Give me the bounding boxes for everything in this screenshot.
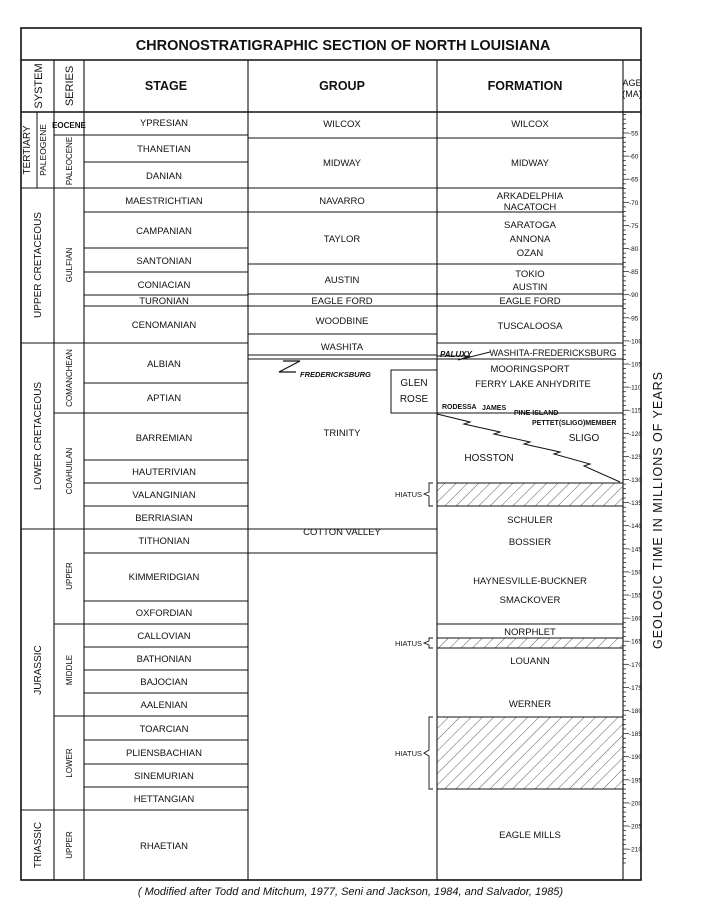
age-tick-label: -175 bbox=[629, 684, 643, 692]
age-axis-label: GEOLOGIC TIME IN MILLIONS OF YEARS bbox=[651, 370, 665, 650]
stage-label: OXFORDIAN bbox=[135, 608, 193, 619]
group-labels bbox=[303, 119, 381, 538]
formation-label: BOSSIER bbox=[508, 537, 552, 548]
system-paleogene: PALEOGENE bbox=[38, 124, 48, 176]
age-tick-label: -85 bbox=[629, 269, 639, 277]
formation-labels-lower bbox=[473, 515, 587, 841]
series-jurassic-upper: UPPER bbox=[65, 562, 74, 590]
fredericksburg-fault-mark bbox=[279, 361, 300, 372]
age-tick-label: -205 bbox=[629, 823, 643, 831]
age-tick-label: -105 bbox=[629, 361, 643, 369]
age-tick-label: -120 bbox=[629, 430, 643, 438]
age-tick-label: -135 bbox=[629, 500, 643, 508]
age-tick-label: -210 bbox=[629, 846, 643, 854]
formation-pine-island: PINE ISLAND bbox=[514, 410, 559, 417]
subgroup-glen: GLEN bbox=[400, 378, 428, 389]
age-tick-label: -125 bbox=[629, 453, 643, 461]
stage-label: CONIACIAN bbox=[137, 280, 191, 291]
series-comanchean: COMANCHEAN bbox=[65, 349, 74, 407]
age-tick-label: -90 bbox=[629, 292, 639, 300]
stage-label: DANIAN bbox=[146, 171, 182, 182]
group-label: COTTON VALLEY bbox=[303, 527, 381, 538]
stage-label: CALLOVIAN bbox=[137, 631, 191, 642]
formation-label: TUSCALOOSA bbox=[497, 321, 563, 332]
header-stage: STAGE bbox=[144, 79, 188, 93]
age-tick-label: -55 bbox=[629, 130, 639, 138]
stage-label: TITHONIAN bbox=[138, 536, 190, 547]
stage-label: MAESTRICHTIAN bbox=[125, 196, 203, 207]
stage-label: SANTONIAN bbox=[136, 256, 192, 267]
stage-label: AALENIAN bbox=[140, 700, 188, 711]
header-series: SERIES bbox=[64, 65, 76, 107]
formation-label: NORPHLET bbox=[504, 627, 556, 638]
group-label: TRINITY bbox=[323, 428, 361, 439]
age-axis bbox=[623, 115, 642, 863]
formation-label: WILCOX bbox=[511, 119, 549, 130]
age-tick-label: -70 bbox=[629, 199, 639, 207]
formation-label: HAYNESVILLE-BUCKNER bbox=[473, 576, 587, 587]
formation-label: SARATOGA bbox=[504, 220, 556, 231]
group-label: NAVARRO bbox=[319, 196, 365, 207]
formation-label: SCHULER bbox=[507, 515, 553, 526]
formation-pettet: PETTET(SLIGO)MEMBER bbox=[532, 420, 617, 427]
age-tick-label: -200 bbox=[629, 800, 643, 808]
group-label: WOODBINE bbox=[315, 316, 369, 327]
system-jurassic: JURASSIC bbox=[33, 645, 44, 695]
formation-paluxy: PALUXY bbox=[440, 350, 472, 359]
system-tertiary: TERTIARY bbox=[22, 125, 33, 175]
hiatus-label: HIATUS bbox=[395, 749, 422, 758]
formation-label: FERRY LAKE ANHYDRITE bbox=[475, 379, 591, 390]
age-tick-label: -145 bbox=[629, 546, 643, 554]
series-gulfian: GULFIAN bbox=[65, 247, 74, 283]
stage-label: THANETIAN bbox=[137, 144, 191, 155]
age-tick-label: -195 bbox=[629, 777, 643, 785]
stage-label: CENOMANIAN bbox=[131, 320, 197, 331]
age-tick-label: -60 bbox=[629, 153, 639, 161]
age-tick-label: -130 bbox=[629, 477, 643, 484]
age-tick-label: -80 bbox=[629, 246, 639, 253]
stage-label: CAMPANIAN bbox=[136, 226, 192, 237]
stage-label: PLIENSBACHIAN bbox=[125, 748, 203, 759]
stage-label: HAUTERIVIAN bbox=[132, 467, 196, 478]
formation-label: WASHITA-FREDERICKSBURG bbox=[489, 348, 617, 358]
hiatus-zone bbox=[437, 717, 623, 789]
header-age-line2: (MA) bbox=[622, 89, 642, 99]
age-tick-label: -65 bbox=[629, 176, 639, 184]
header-group: GROUP bbox=[319, 79, 365, 93]
formation-label: MIDWAY bbox=[511, 158, 549, 169]
stage-label: APTIAN bbox=[146, 393, 182, 404]
age-tick-label: -115 bbox=[629, 407, 642, 415]
chart-title: CHRONOSTRATIGRAPHIC SECTION OF NORTH LOUISIANA bbox=[135, 38, 551, 54]
stage-labels bbox=[125, 118, 203, 852]
stage-label: RHAETIAN bbox=[139, 841, 189, 852]
formation-label: EAGLE MILLS bbox=[499, 830, 561, 841]
stage-label: VALANGINIAN bbox=[132, 490, 196, 501]
formation-label: LOUANN bbox=[510, 656, 550, 667]
series-jurassic-lower: LOWER bbox=[65, 748, 74, 778]
hiatus-label: HIATUS bbox=[395, 639, 422, 648]
header-system: SYSTEM bbox=[33, 63, 45, 109]
hiatus-zone bbox=[437, 638, 623, 648]
stage-label: BAJOCIAN bbox=[140, 677, 188, 688]
series-jurassic-middle: MIDDLE bbox=[65, 654, 74, 686]
stage-label: SINEMURIAN bbox=[134, 771, 194, 782]
age-tick-label: -170 bbox=[629, 661, 643, 669]
group-label: TAYLOR bbox=[323, 234, 361, 245]
formation-label: AUSTIN bbox=[512, 282, 548, 293]
hiatus-label: HIATUS bbox=[395, 490, 422, 499]
age-tick-label: -95 bbox=[629, 315, 639, 323]
figure-caption: ( Modified after Todd and Mitchum, 1977, Seni and Jackson, 1984, and Salvador, 1985) bbox=[137, 886, 564, 898]
group-label: AUSTIN bbox=[324, 275, 360, 286]
formation-label: TOKIO bbox=[515, 269, 545, 280]
glen-rose-box bbox=[391, 370, 437, 413]
formation-sligo: SLIGO bbox=[568, 433, 600, 444]
age-tick-label: -155 bbox=[629, 592, 643, 600]
stage-label: ALBIAN bbox=[147, 359, 181, 370]
stage-label: YPRESIAN bbox=[139, 118, 189, 129]
age-tick-label: -100 bbox=[629, 338, 643, 346]
age-tick-label: -160 bbox=[629, 615, 643, 623]
series-coahuilan: COAHUILAN bbox=[65, 447, 74, 495]
formation-label: SMACKOVER bbox=[499, 595, 561, 606]
formation-rodessa: RODESSA bbox=[442, 404, 477, 411]
group-label: MIDWAY bbox=[323, 158, 361, 169]
stage-label: TURONIAN bbox=[139, 296, 189, 307]
subgroup-rose: ROSE bbox=[399, 394, 429, 405]
formation-hosston: HOSSTON bbox=[464, 453, 514, 464]
header-age-line1: AGE bbox=[622, 78, 642, 88]
age-tick-label: -140 bbox=[629, 523, 643, 531]
stage-label: BATHONIAN bbox=[136, 654, 192, 665]
formation-label: EAGLE FORD bbox=[499, 296, 561, 307]
formation-james: JAMES bbox=[482, 405, 507, 412]
formation-label: NACATOCH bbox=[503, 202, 557, 213]
group-label: EAGLE FORD bbox=[311, 296, 373, 307]
age-tick-label: -110 bbox=[629, 384, 642, 392]
hiatus-zone bbox=[437, 483, 623, 506]
age-tick-label: -180 bbox=[629, 708, 643, 715]
age-tick-label: -150 bbox=[629, 569, 643, 577]
formation-label: ARKADELPHIA bbox=[496, 191, 564, 202]
series-paleocene: PALEOCENE bbox=[65, 136, 74, 186]
stage-label: BARREMIAN bbox=[135, 433, 193, 444]
system-upper-cretaceous: UPPER CRETACEOUS bbox=[33, 212, 44, 318]
stage-label: HETTANGIAN bbox=[133, 794, 195, 805]
group-label: WASHITA bbox=[320, 342, 364, 353]
formation-label: OZAN bbox=[516, 248, 544, 259]
system-triassic: TRIASSIC bbox=[33, 821, 44, 869]
formation-label: WERNER bbox=[508, 699, 552, 710]
age-tick-label: -185 bbox=[629, 731, 643, 739]
formation-labels bbox=[497, 119, 564, 332]
series-triassic-upper: UPPER bbox=[65, 831, 74, 859]
age-tick-label: -75 bbox=[629, 222, 639, 230]
series-eocene: EOCENE bbox=[52, 121, 86, 130]
formation-label: ANNONA bbox=[509, 234, 551, 245]
system-lower-cretaceous: LOWER CRETACEOUS bbox=[33, 381, 44, 491]
stage-label: KIMMERIDGIAN bbox=[128, 572, 200, 583]
stage-label: TOARCIAN bbox=[139, 724, 189, 735]
formation-label: MOORINGSPORT bbox=[490, 364, 570, 375]
stage-label: BERRIASIAN bbox=[135, 513, 193, 524]
group-label: WILCOX bbox=[323, 119, 361, 130]
label-fredericksburg: FREDERICKSBURG bbox=[300, 370, 371, 379]
header-formation: FORMATION bbox=[487, 79, 563, 93]
age-tick-label: -165 bbox=[629, 638, 643, 646]
age-tick-label: -190 bbox=[629, 754, 643, 762]
